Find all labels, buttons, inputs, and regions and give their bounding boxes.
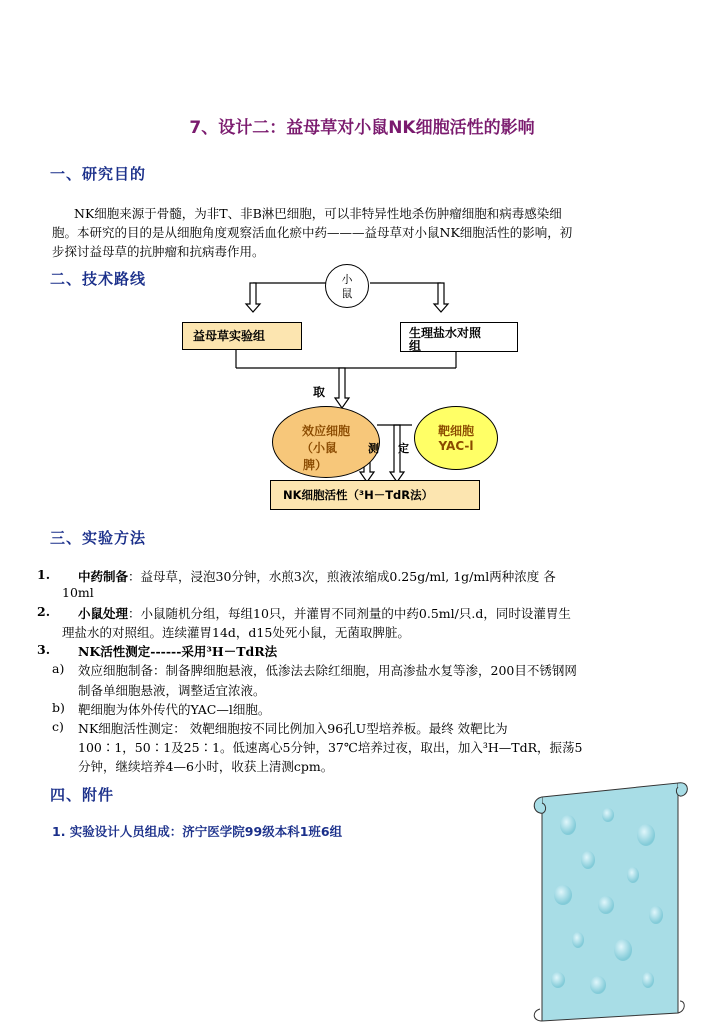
section-heading-methods: 三、实验方法 (50, 529, 147, 547)
decorative-scroll-image (528, 775, 691, 1023)
experiment-group-box (182, 322, 302, 350)
purpose-line-2: 胞。本研究的目的是从细胞角度观察活血化瘀中药———益母草对小鼠NK细胞活性的影响，初 (52, 225, 573, 240)
method-3a-mark: a) (52, 661, 65, 676)
effector-label-2: （小鼠 (300, 441, 337, 455)
page-title: 7、设计二：益母草对小鼠NK细胞活性的影响 (189, 118, 535, 138)
appendix-item-1: 1. 实验设计人员组成：济宁医学院99级本科1班6组 (52, 824, 343, 839)
method-3-label: NK活性测定------采用³H－TdR法 (78, 644, 278, 659)
method-3c-mark: c) (52, 719, 64, 734)
section-heading-purpose: 一、研究目的 (50, 165, 147, 183)
target-cell-node (414, 406, 498, 470)
method-3a-text: 效应细胞制备：制备脾细胞悬液，低渗法去除红细胞，用高渗盐水复等渗，200目不锈钢网 (78, 663, 577, 678)
method-1-label: 中药制备 (78, 569, 129, 584)
method-2-label: 小鼠处理 (78, 606, 129, 621)
method-2-text (78, 604, 571, 622)
method-2-number: 2. (37, 604, 51, 619)
mouse-node (325, 264, 369, 308)
control-group-label-2: 组 (409, 339, 422, 353)
method-3b-text: 靶细胞为体外传代的YAC—l细胞。 (78, 702, 271, 717)
section-heading-route: 二、技术路线 (50, 270, 147, 288)
measure-label: 测 (368, 442, 379, 455)
effector-label-3: 脾） (302, 458, 327, 472)
method-2-text-2: 理盐水的对照组。连续灌胃14d，d15处死小鼠，无菌取脾脏。 (62, 625, 410, 640)
effector-label: 效应细胞 (301, 424, 350, 438)
mouse-label-2: 鼠 (341, 287, 353, 300)
purpose-line-3: 步探讨益母草的抗肿瘤和抗病毒作用。 (52, 244, 265, 259)
mouse-label: 小 (341, 273, 353, 286)
method-3c-text-2: 100∶1，50∶1及25∶1。低速离心5分钟，37℃培养过夜，取出，加入³H—TdR，振荡5 (78, 740, 583, 755)
effector-cell-node (272, 406, 380, 478)
control-group-label: 生理盐水对照 (409, 326, 482, 340)
method-2-body: ：小鼠随机分组，每组10只，并灌胃不同剂量的中药0.5ml/只.d，同时设灌胃生 (128, 606, 571, 621)
section-heading-appendix: 四、附件 (50, 786, 115, 804)
method-3c-text: NK细胞活性测定： 效靶细胞按不同比例加入96孔U型培养板。最终 效靶比为 (78, 721, 508, 736)
measure-label-2: 定 (398, 442, 409, 455)
method-1-body: ：益母草，浸泡30分钟，水煎3次，煎液浓缩成0.25g/ml, 1g/ml两种浓度 各 (128, 569, 556, 584)
experiment-group-label: 益母草实验组 (193, 329, 266, 343)
control-group-box (400, 322, 518, 352)
nk-activity-label: NK细胞活性（³H－TdR法） (283, 488, 434, 502)
method-1-number: 1. (37, 567, 51, 582)
purpose-line-1: NK细胞来源于骨髓，为非T、非B淋巴细胞，可以非特异性地杀伤肿瘤细胞和病毒感染细 (74, 206, 562, 221)
method-1-text-2: 10ml (62, 585, 94, 600)
method-3a-text-2: 制备单细胞悬液，调整适宜浓液。 (78, 683, 266, 698)
take-label: 取 (313, 385, 326, 399)
nk-activity-result-box (270, 480, 480, 510)
target-label-2: YAC-l (438, 439, 474, 453)
method-3b-mark: b) (52, 700, 65, 715)
target-label: 靶细胞 (437, 424, 474, 438)
method-3-number: 3. (37, 642, 51, 657)
method-3c-text-3: 分钟，继续培养4—6小时，收获上清测cpm。 (78, 759, 334, 774)
method-1-text (78, 567, 556, 585)
